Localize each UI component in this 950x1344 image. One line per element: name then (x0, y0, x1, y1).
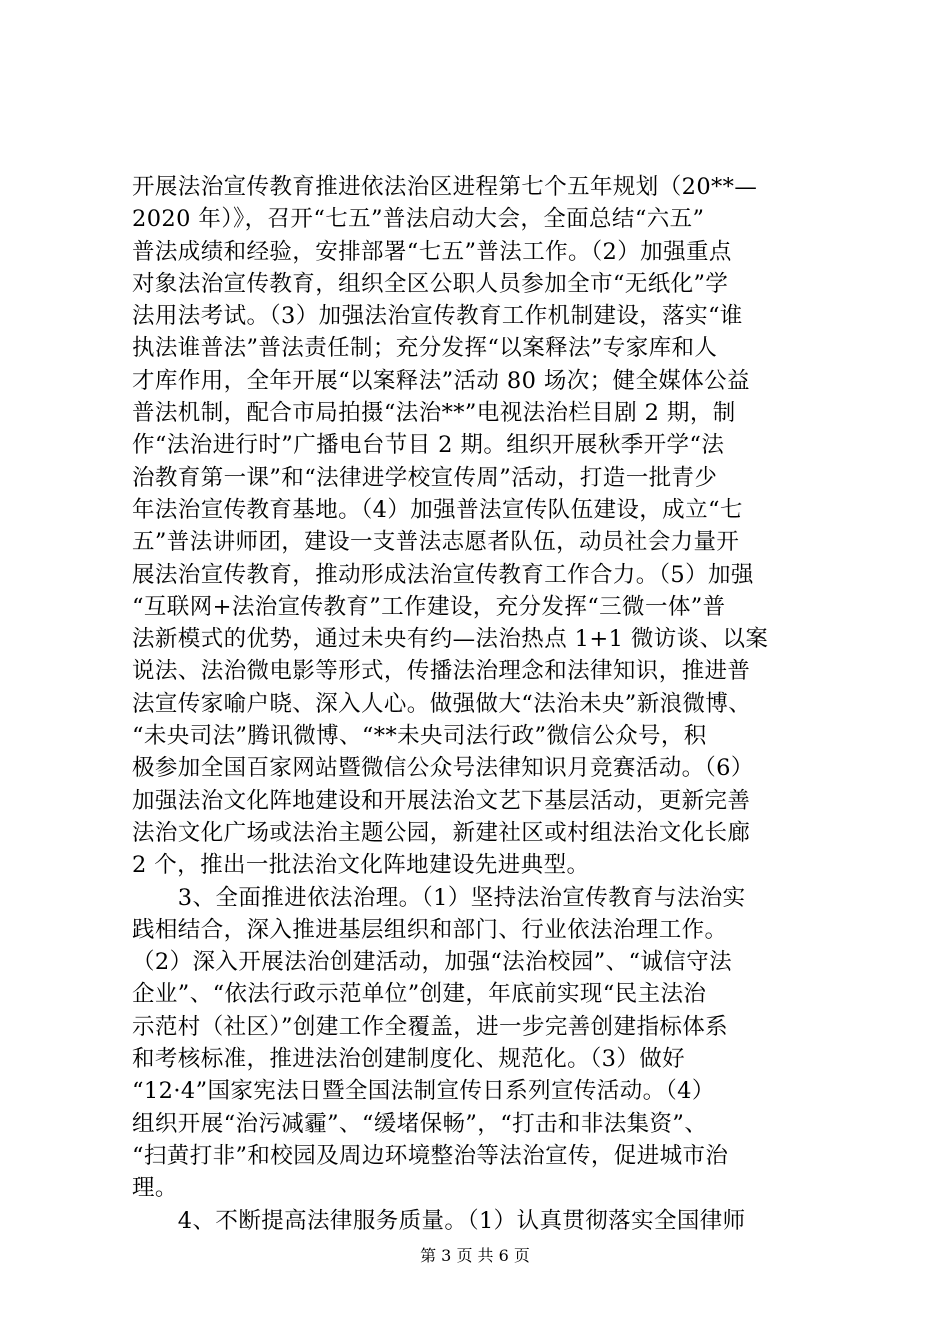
text-line: 2 个，推出一批法治文化阵地建设先进典型。 (132, 852, 590, 879)
text-line: 企业”、“依法行政示范单位”创建，年底前实现“民主法治 (132, 981, 707, 1008)
text-line: 才库作用，全年开展“以案释法”活动 80 场次；健全媒体公益 (132, 367, 750, 394)
text-line: 加强法治文化阵地建设和开展法治文艺下基层活动，更新完善 (132, 787, 751, 814)
page-footer: 第 3 页 共 6 页 (420, 1246, 530, 1265)
text-line: 2020 年）》，召开“七五”普法启动大会，全面总结“六五” (132, 206, 705, 233)
text-line: 展法治宣传教育，推动形成法治宣传教育工作合力。（5）加强 (132, 561, 754, 588)
text-line: 极参加全国百家网站暨微信公众号法律知识月竞赛活动。（6） (132, 755, 754, 782)
text-line: “未央司法”腾讯微博、“**未央司法行政”微信公众号，积 (132, 723, 707, 750)
text-line: 五”普法讲师团，建设一支普法志愿者队伍，动员社会力量开 (132, 529, 740, 556)
text-line: 法宣传家喻户晓、深入人心。做强做大“法治未央”新浪微博、 (132, 690, 752, 717)
text-line: 执法谁普法”普法责任制；充分发挥“以案释法”专家库和人 (132, 335, 718, 362)
text-line: “扫黄打非”和校园及周边环境整治等法治宣传，促进城市治 (132, 1142, 729, 1169)
text-line: 法治文化广场或法治主题公园，新建社区或村组法治文化长廊 (132, 819, 751, 846)
text-line: 普法机制，配合市局拍摄“法治**”电视法治栏目剧 2 期，制 (132, 400, 736, 427)
text-line: 和考核标准，推进法治创建制度化、规范化。（3）做好 (132, 1046, 686, 1073)
text-line: 对象法治宣传教育，组织全区公职人员参加全市“无纸化”学 (132, 270, 729, 297)
text-line: 践相结合，深入推进基层组织和部门、行业依法治理工作。 (132, 916, 728, 943)
text-line: 示范村（社区）”创建工作全覆盖，进一步完善创建指标体系 (132, 1013, 729, 1040)
text-line: 组织开展“治污减霾”、“缓堵保畅”，“打击和非法集资”、 (132, 1110, 708, 1137)
body-text (132, 171, 832, 1237)
text-line: 年法治宣传教育基地。（4）加强普法宣传队伍建设，成立“七 (132, 496, 743, 523)
text-line: 4、不断提高法律服务质量。（1）认真贯彻落实全国律师 (132, 1207, 746, 1234)
text-line: （2）深入开展法治创建活动，加强“法治校园”、“诚信守法 (132, 949, 733, 976)
text-line: 作“法治进行时”广播电台节目 2 期。组织开展秋季开学“法 (132, 432, 725, 459)
text-line: 治教育第一课”和“法律进学校宣传周”活动，打造一批青少 (132, 464, 718, 491)
text-line: 理。 (132, 1175, 178, 1202)
text-line: “互联网+法治宣传教育”工作建设，充分发挥“三微一体”普 (132, 593, 726, 620)
text-line: 法新模式的优势，通过未央有约—法治热点 1+1 微访谈、以案 (132, 626, 769, 653)
text-line: 3、全面推进依法治理。（1）坚持法治宣传教育与法治实 (132, 884, 746, 911)
text-line: 普法成绩和经验，安排部署“七五”普法工作。（2）加强重点 (132, 238, 732, 265)
text-line: 开展法治宣传教育推进依法治区进程第七个五年规划（20**— (132, 174, 758, 200)
text-line: “12·4”国家宪法日暨全国法制宣传日系列宣传活动。（4） (132, 1078, 715, 1105)
text-line: 说法、法治微电影等形式，传播法治理念和法律知识，推进普 (132, 658, 751, 685)
text-line: 法用法考试。（3）加强法治宣传教育工作机制建设，落实“谁 (132, 303, 743, 330)
